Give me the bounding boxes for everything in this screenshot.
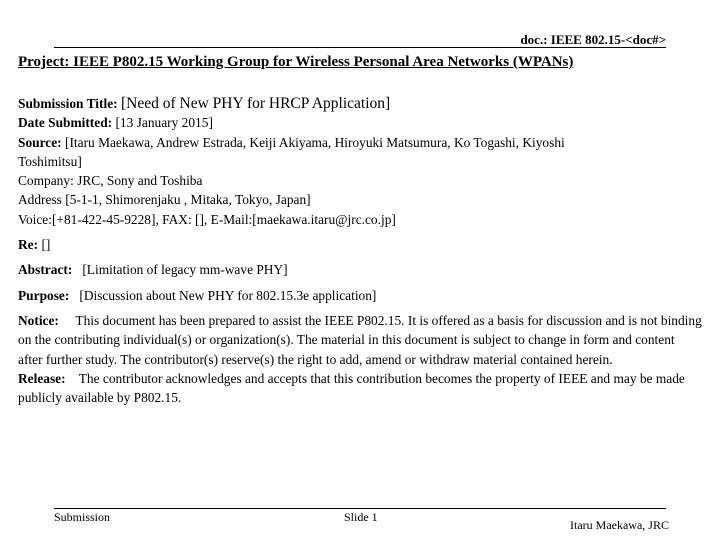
abstract-row [18, 260, 702, 279]
voice-line: Voice:[+81-422-45-9228], FAX: [], E-Mail:[maekawa.itaru@jrc.co.jp] [18, 211, 396, 227]
purpose-row [18, 286, 702, 305]
notice-paragraph [18, 311, 702, 369]
footer-submission: Submission [54, 510, 111, 524]
purpose-value: [Discussion about New PHY for 802.15.3e application] [79, 287, 377, 303]
project-title: Project: IEEE P802.15 Working Group for Wireless Personal Area Networks (WPANs) [18, 54, 574, 70]
release-paragraph [18, 369, 702, 408]
document-id: doc.: IEEE 802.15-<doc#> [520, 32, 666, 47]
re-label: Re: [18, 237, 39, 253]
cover-body [18, 94, 702, 407]
source-value-line1: [Itaru Maekawa, Andrew Estrada, Keiji Akiyama, Hiroyuki Matsumura, Ko Togashi, Kiyoshi [65, 134, 565, 150]
re-row [18, 235, 702, 254]
date-label: Date Submitted: [18, 115, 113, 131]
date-row [18, 113, 702, 132]
release-text: The contributor acknowledges and accepts that this contribution becomes the property of IEEE and may be made publicly available by P802.15. [18, 370, 685, 406]
company-line: Company: JRC, Sony and Toshiba [18, 173, 203, 189]
re-value: [] [41, 237, 51, 253]
notice-label: Notice: [18, 312, 59, 328]
submission-title-label: Submission Title: [18, 96, 118, 111]
source-label: Source: [18, 134, 62, 150]
footer-rule [54, 508, 666, 509]
purpose-label: Purpose: [18, 287, 70, 303]
address-line: Address [5-1-1, Shimorenjaku , Mitaka, Tokyo, Japan] [18, 192, 311, 208]
header-rule [54, 47, 666, 48]
source-value-line2: Toshimitsu] [18, 153, 82, 169]
submission-title-value: [Need of New PHY for HRCP Application] [120, 95, 391, 112]
source-row [18, 133, 702, 152]
abstract-value: [Limitation of legacy mm-wave PHY] [82, 262, 288, 278]
submission-title-row [18, 94, 702, 113]
footer-author: Itaru Maekawa, JRC [570, 518, 669, 532]
footer-slide-number: Slide 1 [344, 510, 378, 524]
date-value: [13 January 2015] [115, 115, 213, 131]
abstract-label: Abstract: [18, 262, 73, 278]
release-label: Release: [18, 370, 66, 386]
notice-text: This document has been prepared to assist the IEEE P802.15. It is offered as a basis for discussion and is not binding on the contributing individual(s) or organization(s). The material in this document is subject to change in form and content after further study. The contributor(s) reserve(s) the right to add, amend or withdraw material contained herein. [18, 312, 702, 367]
